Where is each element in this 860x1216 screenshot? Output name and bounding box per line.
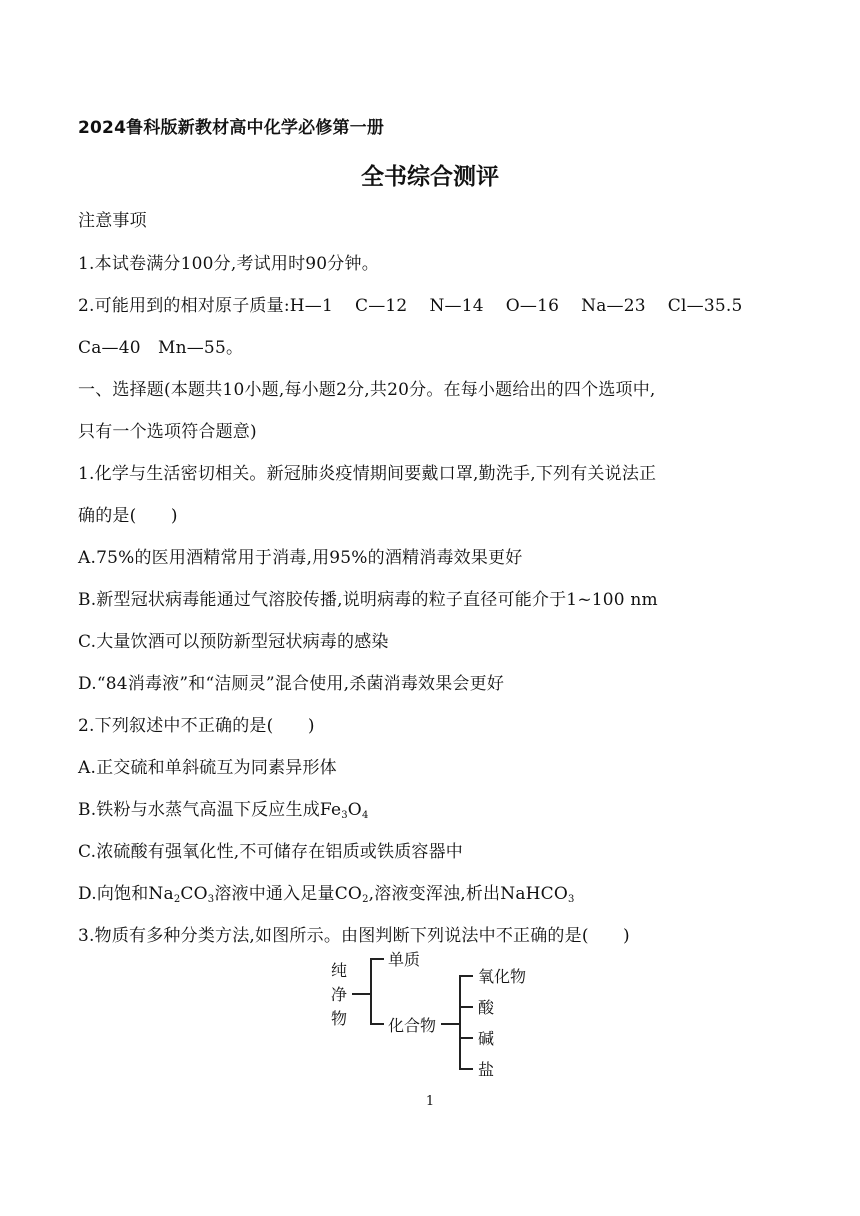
diagram-connector — [459, 975, 473, 977]
notes-heading: 注意事项 — [78, 211, 147, 231]
question-2-option-a: A.正交硫和单斜硫互为同素异形体 — [78, 758, 337, 778]
atomic-mass: O—16 — [505, 296, 560, 316]
diagram-connector — [370, 1023, 384, 1025]
question-1-option-c: C.大量饮酒可以预防新型冠状病毒的感染 — [78, 632, 389, 652]
section-1-heading-cont: 只有一个选项符合题意) — [78, 422, 257, 442]
diagram-connector — [370, 958, 384, 960]
question-1-stem-cont: 确的是( ) — [78, 506, 178, 526]
diagram-node-compound: 化合物 — [388, 1016, 437, 1035]
diagram-leaf-oxide: 氧化物 — [478, 967, 527, 986]
diagram-node-elemental: 单质 — [388, 950, 421, 969]
question-1-option-d: D.“84消毒液”和“洁厕灵”混合使用,杀菌消毒效果会更好 — [78, 674, 505, 694]
notes-item-2 — [78, 294, 743, 318]
notes-item-2-label: 2.可能用到的相对原子质量: — [78, 296, 290, 316]
question-1-stem: 1.化学与生活密切相关。新冠肺炎疫情期间要戴口罩,勤洗手,下列有关说法正 — [78, 464, 657, 484]
question-2-option-b: B.铁粉与水蒸气高温下反应生成$Fe_3O_4$ — [78, 800, 369, 821]
document-title: 全书综合测评 — [361, 164, 499, 190]
diagram-connector — [370, 958, 372, 1024]
diagram-root-char: 净 — [331, 985, 348, 1004]
atomic-mass: Na—23 — [581, 296, 646, 316]
atomic-mass: N—14 — [429, 296, 484, 316]
question-2-stem: 2.下列叙述中不正确的是( ) — [78, 716, 315, 736]
diagram-connector — [459, 975, 461, 1069]
question-2-option-c: C.浓硫酸有强氧化性,不可储存在铝质或铁质容器中 — [78, 842, 464, 862]
document-subtitle: 2024鲁科版新教材高中化学必修第一册 — [78, 118, 385, 138]
diagram-leaf-base: 碱 — [478, 1029, 495, 1048]
atomic-mass: C—12 — [355, 296, 408, 316]
page-number: 1 — [425, 1094, 435, 1109]
diagram-leaf-acid: 酸 — [478, 998, 495, 1017]
diagram-root-char: 纯 — [331, 961, 348, 980]
diagram-connector — [459, 1006, 473, 1008]
section-1-heading: 一、选择题(本题共10小题,每小题2分,共20分。在每小题给出的四个选项中, — [78, 380, 656, 400]
diagram-connector — [459, 1068, 473, 1070]
question-3-stem: 3.物质有多种分类方法,如图所示。由图判断下列说法中不正确的是( ) — [78, 926, 630, 946]
diagram-leaf-salt: 盐 — [478, 1060, 495, 1079]
notes-item-2-continued: Ca—40 Mn—55。 — [78, 338, 244, 358]
question-2-option-d: D.向饱和$Na_2CO_3$溶液中通入足量$CO_2$,溶液变浑浊,析出NaHCO$_3$ — [78, 884, 575, 905]
question-1-option-a: A.75%的医用酒精常用于消毒,用95%的酒精消毒效果更好 — [78, 548, 523, 568]
atomic-mass: H—1 — [289, 296, 333, 316]
question-1-option-b: B.新型冠状病毒能通过气溶胶传播,说明病毒的粒子直径可能介于1~100 nm — [78, 590, 658, 610]
diagram-connector — [352, 993, 370, 995]
notes-item-1: 1.本试卷满分100分,考试用时90分钟。 — [78, 254, 379, 274]
atomic-mass: Cl—35.5 — [667, 296, 743, 316]
diagram-connector — [459, 1037, 473, 1039]
diagram-connector — [441, 1023, 459, 1025]
diagram-root-char: 物 — [331, 1009, 348, 1028]
